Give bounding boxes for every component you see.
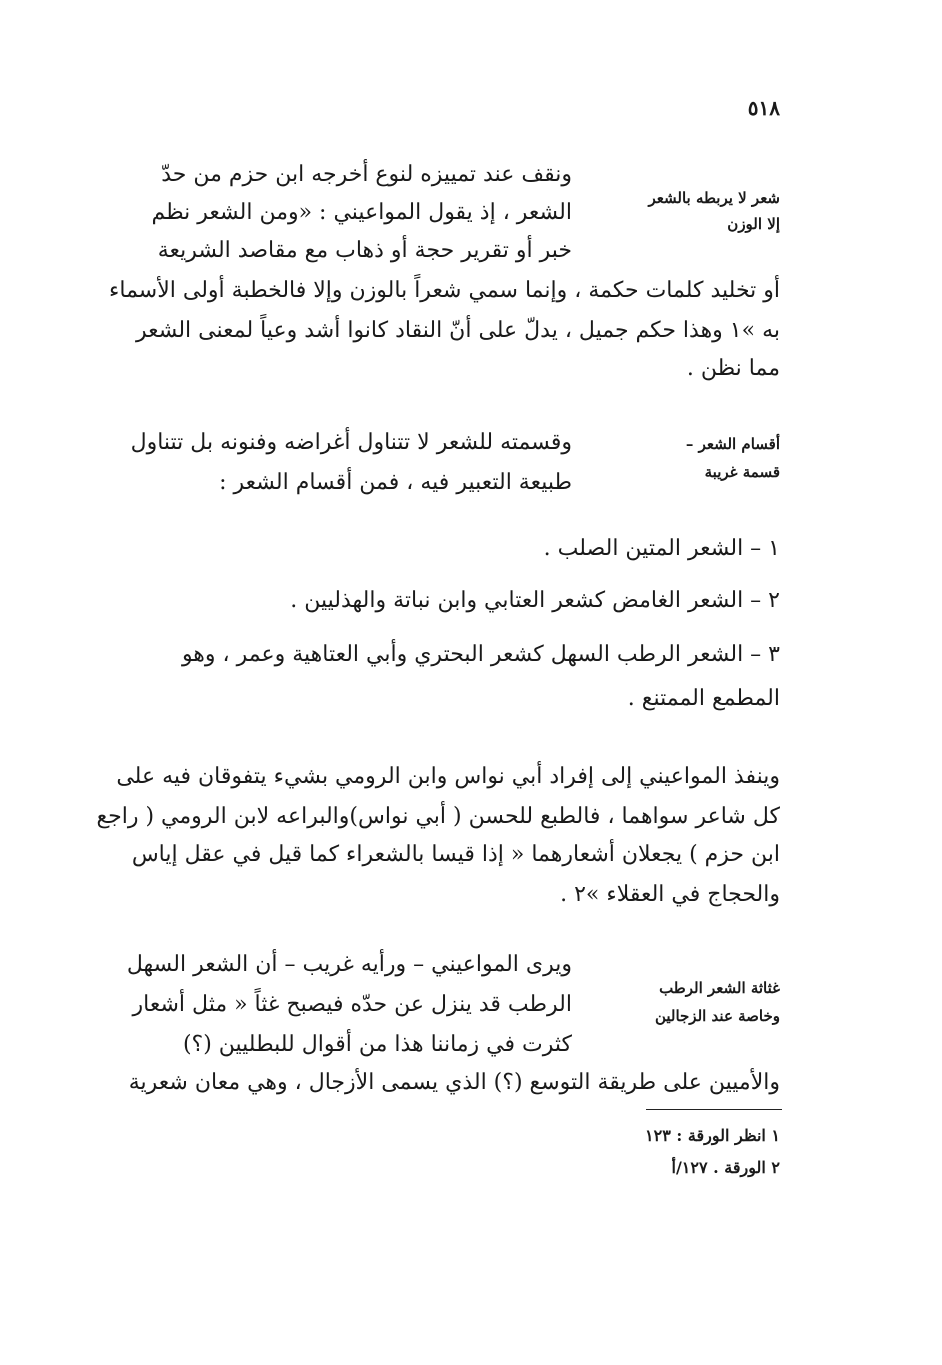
text-line: أو تخليد كلمات حكمة ، وإنما سمي شعراً بالوزن وإلا فالخطبة أولى الأسماء: [109, 278, 780, 303]
page-number: ٥١٨: [747, 96, 780, 120]
footnote: ١ انظر الورقة : ١٢٣: [645, 1126, 780, 1145]
text-line: والحجاج في العقلاء »٢ .: [560, 882, 780, 907]
list-item: ٣ – الشعر الرطب السهل كشعر البحتري وأبي العتاهية وعمر ، وهو: [181, 642, 780, 667]
text-line: الرطب قد ينزل عن حدّه فيصبح غثاً « مثل أشعار: [132, 992, 572, 1017]
footnote: ٢ الورقة . ١٢٧/أ: [671, 1158, 780, 1177]
text-line: به »١ وهذا حكم جميل ، يدلّ على أنّ النقاد كانوا أشد وعياً لمعنى الشعر: [135, 318, 780, 343]
text-line: وينفذ المواعيني إلى إفراد أبي نواس وابن الرومي بشيء يتفوقان فيه على: [116, 764, 780, 789]
margin-note: أقسام الشعر –: [685, 435, 780, 453]
footnote-divider: [646, 1109, 782, 1110]
text-line: طبيعة التعبير فيه ، فمن أقسام الشعر :: [219, 470, 572, 495]
text-line: مما نظن .: [686, 356, 780, 381]
margin-note: وخاصة عند الزجالين: [654, 1007, 780, 1025]
text-line: كل شاعر سواهما ، فالطبع للحسن ( أبي نواس)والبراعه لابن الرومي ( راجع: [96, 804, 780, 829]
margin-note: شعر لا يربطه بالشعر: [648, 189, 780, 207]
margin-note: إلا الوزن: [727, 215, 780, 233]
text-line: كثرت في زماننا هذا من أقوال للبطليين (؟): [182, 1032, 572, 1057]
text-line: الشعر ، إذ يقول المواعيني : «ومن الشعر نظم: [151, 200, 572, 225]
list-item: المطمع الممتنع .: [627, 686, 780, 711]
text-line: ابن حزم ) يجعلان أشعارهما « إذا قيسا بالشعراء كما قيل في عقل إياس: [131, 842, 780, 867]
text-line: وقسمته للشعر لا تتناول أغراضه وفنونه بل تتناول: [130, 430, 572, 455]
list-item: ٢ – الشعر الغامض كشعر العتابي وابن نباتة والهذليين .: [290, 588, 780, 613]
margin-note: غثاثة الشعر الرطب: [659, 979, 780, 997]
text-line: خبر أو تقرير حجة أو ذهاب مع مقاصد الشريعة: [157, 238, 572, 263]
margin-note: قسمة غريبة: [704, 463, 780, 481]
text-line: ويرى المواعيني – ورأيه غريب – أن الشعر السهل: [126, 952, 572, 977]
text-line: والأميين على طريقة التوسع (؟) الذي يسمى الأزجال ، وهي معان شعرية: [128, 1070, 780, 1095]
list-item: ١ – الشعر المتين الصلب .: [543, 536, 780, 561]
text-line: ونقف عند تمييزه لنوع أخرجه ابن حزم من حدّ: [161, 162, 572, 187]
